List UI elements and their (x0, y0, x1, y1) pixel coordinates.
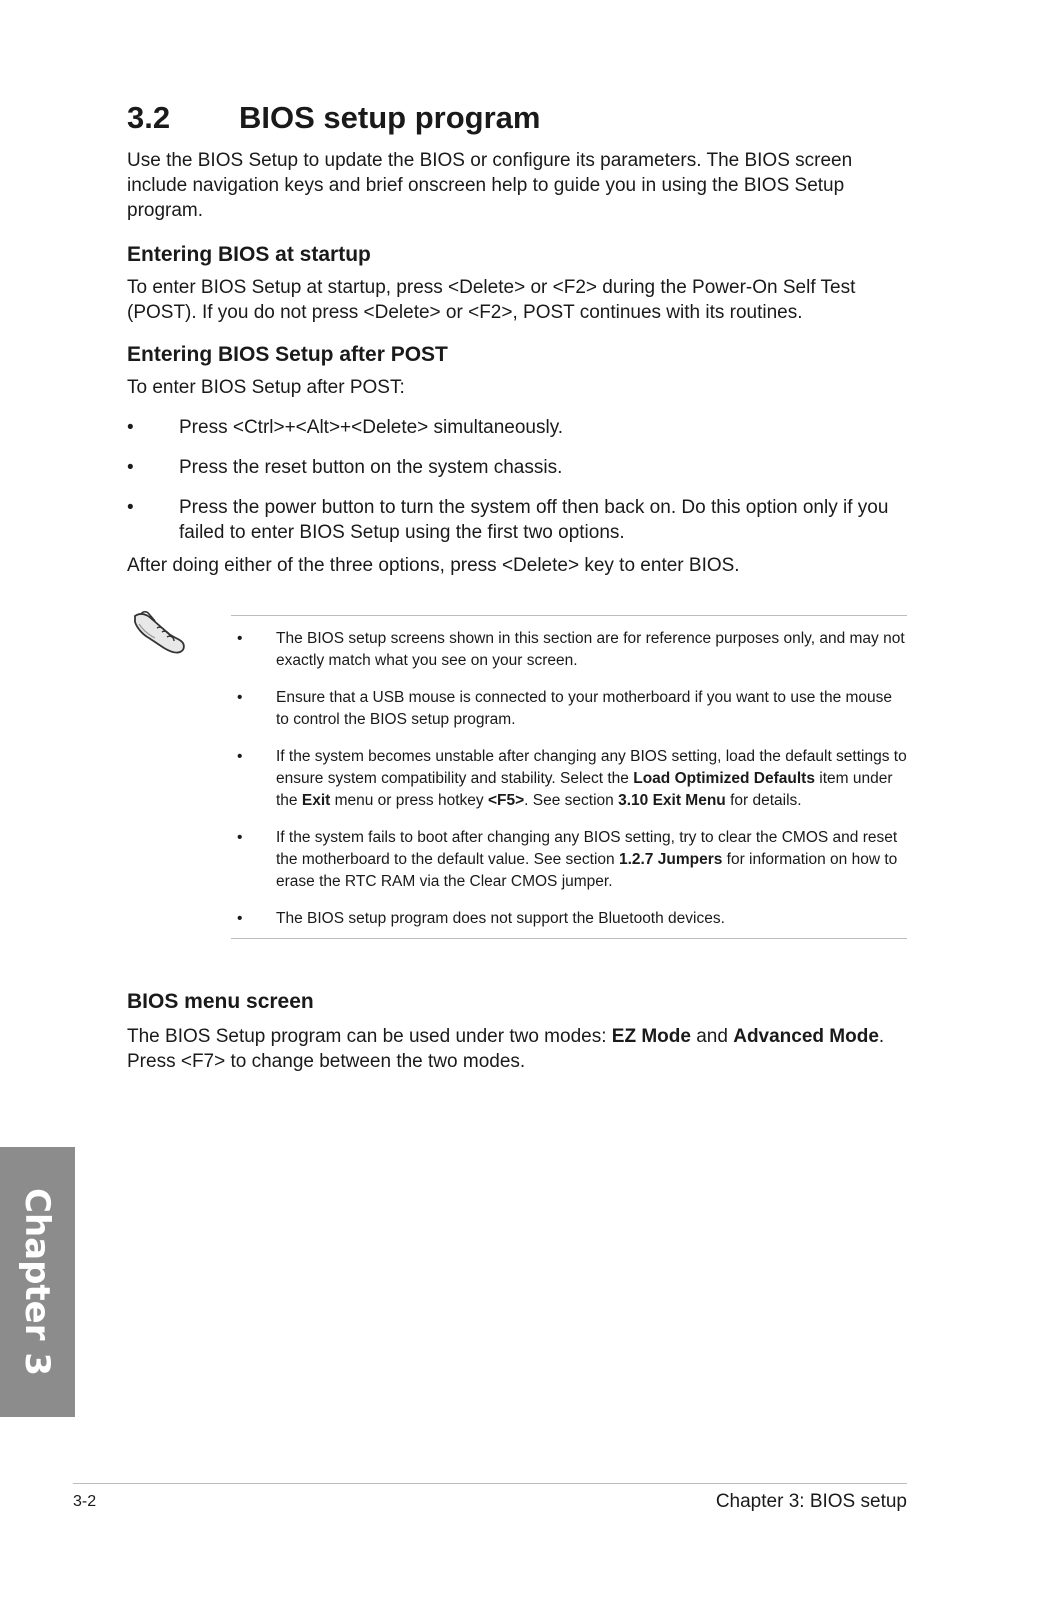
bullet: • (237, 748, 243, 765)
note-block (127, 608, 907, 958)
bullet: • (237, 829, 243, 846)
chapter-tab (0, 1147, 75, 1417)
note-item (231, 908, 907, 930)
footer-chapter-name: Chapter 3: BIOS setup (715, 1491, 907, 1512)
page-content (127, 98, 907, 1074)
note-item-text: If the system fails to boot after changing any BIOS setting, try to clear the CMOS and reset the motherboard to the default value. See section 1.2.7 Jumpers for information on how to erase the RTC RAM via the Clear CMOS jumper. (276, 829, 898, 890)
list-item-text: Press <Ctrl>+<Alt>+<Delete> simultaneously. (179, 417, 564, 438)
bold-term: <F5> (487, 792, 525, 809)
list-item (127, 495, 907, 545)
startup-body: To enter BIOS Setup at startup, press <Delete> or <F2> during the Power-On Self Test (POST). If you do not press <Delete> or <F2>, POST continues with its routines. (127, 277, 856, 323)
list-item-text: Press the reset button on the system chassis. (179, 457, 563, 478)
section-title: BIOS setup program (239, 100, 541, 135)
page-number: 3-2 (73, 1493, 97, 1510)
post-after: After doing either of the three options, press <Delete> key to enter BIOS. (127, 555, 740, 576)
bold-term: 1.2.7 Jumpers (618, 851, 723, 868)
bullet: • (127, 417, 134, 438)
list-item-text: Press the power button to turn the system off then back on. Do this option only if you failed to enter BIOS Setup using the first two options. (179, 497, 889, 543)
chapter-tab-label: Chapter 3 (17, 1187, 57, 1377)
bullet: • (237, 630, 243, 647)
note-item-text: If the system becomes unstable after changing any BIOS setting, load the default settings to ensure system compatibility and stability. Select the Load Optimized Defaults item under the Exit menu or press hotkey <F5>. See section 3.10 Exit Menu for details. (276, 748, 907, 809)
note-item (231, 687, 907, 731)
bold-term: Exit (301, 792, 331, 809)
footer-divider (73, 1483, 907, 1484)
startup-heading: Entering BIOS at startup (127, 243, 371, 266)
bold-term: Advanced Mode (733, 1026, 879, 1047)
menu-body: The BIOS Setup program can be used under two modes: EZ Mode and Advanced Mode. Press <F7> to change between the two modes. (127, 1026, 885, 1072)
list-item (127, 455, 907, 480)
post-heading: Entering BIOS Setup after POST (127, 343, 448, 366)
note-item (231, 628, 907, 672)
bullet: • (237, 689, 243, 706)
list-item (127, 415, 907, 440)
bold-term: 3.10 Exit Menu (618, 792, 726, 809)
post-options-list (127, 415, 907, 545)
section-intro: Use the BIOS Setup to update the BIOS or configure its parameters. The BIOS screen include navigation keys and brief onscreen help to guide you in using the BIOS Setup program. (127, 150, 853, 221)
bold-term: EZ Mode (611, 1026, 691, 1047)
note-item-text: Ensure that a USB mouse is connected to your motherboard if you want to use the mouse to control the BIOS setup program. (276, 689, 893, 728)
section-number: 3.2 (127, 100, 171, 135)
bold-term: Load Optimized Defaults (633, 770, 815, 787)
section-heading (127, 98, 907, 138)
note-item (231, 746, 907, 812)
note-item (231, 827, 907, 893)
note-box (231, 615, 907, 939)
note-item-text: The BIOS setup screens shown in this section are for reference purposes only, and may not exactly match what you see on your screen. (276, 630, 905, 669)
bullet: • (127, 497, 134, 518)
bullet: • (237, 910, 243, 927)
note-item-text: The BIOS setup program does not support the Bluetooth devices. (276, 910, 725, 927)
post-intro: To enter BIOS Setup after POST: (127, 377, 405, 398)
bullet: • (127, 457, 134, 478)
hand-note-icon (129, 608, 189, 656)
menu-heading: BIOS menu screen (127, 990, 314, 1013)
